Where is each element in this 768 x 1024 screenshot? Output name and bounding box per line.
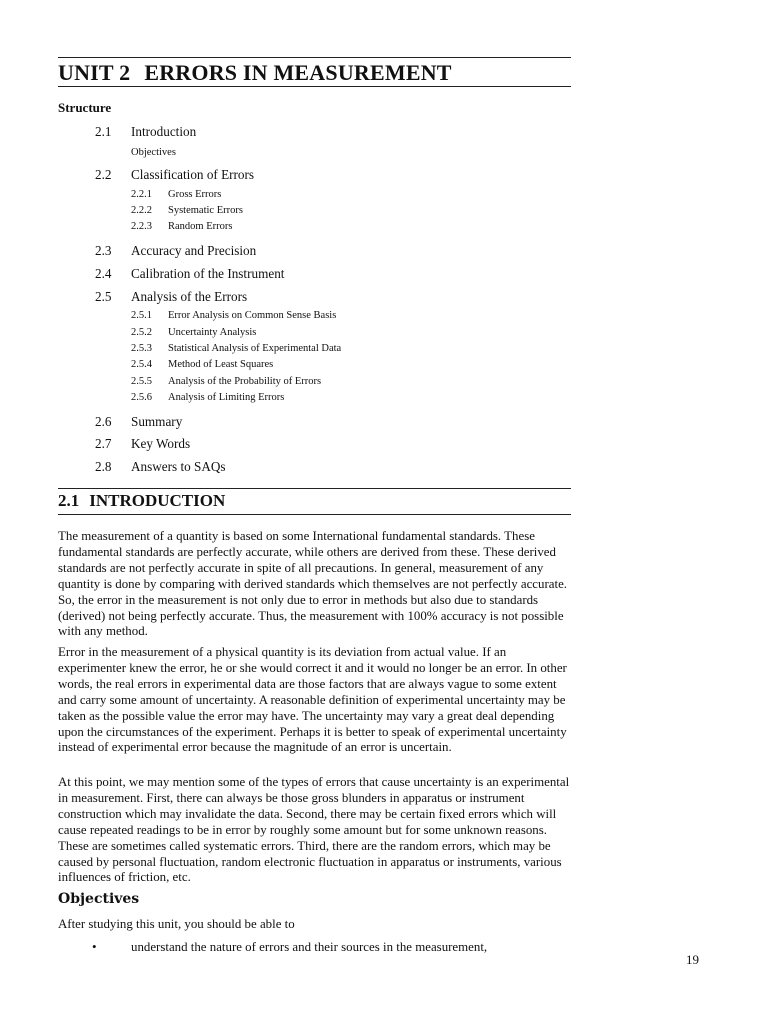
bullet-icon: • — [92, 939, 97, 954]
toc-item-number: 2.6 — [95, 414, 112, 429]
toc-subitem-label: Random Errors — [168, 221, 233, 232]
toc-subitem-label: Error Analysis on Common Sense Basis — [168, 310, 337, 321]
objectives-intro: After studying this unit, you should be able to — [58, 917, 295, 931]
unit-title — [58, 60, 452, 86]
toc-item-label: Introduction — [131, 124, 197, 139]
toc-subitem-number: 2.5.1 — [131, 310, 152, 321]
toc-item-number: 2.8 — [95, 459, 112, 474]
toc-item-label: Key Words — [131, 436, 191, 451]
toc-item-number: 2.2 — [95, 167, 112, 182]
toc-item-label: Analysis of the Errors — [131, 289, 248, 304]
toc-subitem-number: 2.5.2 — [131, 327, 152, 338]
toc-subitem-number: 2.2.2 — [131, 205, 152, 216]
toc-item-number: 2.7 — [95, 436, 112, 451]
unit-title-text: ERRORS IN MEASUREMENT — [144, 60, 452, 85]
toc-subitem-label: Systematic Errors — [168, 205, 243, 216]
toc-item-number: 2.1 — [95, 124, 112, 139]
body-paragraph: The measurement of a quantity is based on some International fundamental standards. These fundamental standards are perfectly accurate, while others are derived from these. These derived standards are not perfectly accurate in spite of all precautions. In general, measurement of any quantity is done by comparing with derived standards which themselves are not perfectly accurate. So, the error in the measurement is not only due to error in methods but also due to standards (derived) not being perfectly accurate. Thus, the measurement with 100% accuracy is not possible with any method. — [58, 529, 568, 639]
toc-item-label: Accuracy and Precision — [131, 243, 257, 258]
toc-item-number: 2.3 — [95, 243, 112, 258]
top-rule — [58, 57, 571, 58]
toc-subitem-number: 2.5.6 — [131, 392, 152, 403]
unit-number: UNIT 2 — [58, 60, 131, 85]
body-paragraph: Error in the measurement of a physical quantity is its deviation from actual value. If an experimenter knew the error, he or she would correct it and it would no longer be an error. In other words, the real errors in experimental data are those factors that are always vague to some extent and carry some amount of uncertainty. A reasonable definition of experimental uncertainty may be taken as the possible value the error may have. The uncertainty may vary a great deal depending upon the circumstances of the experiment. Perhaps it is better to speak of experimental uncertainty instead of experimental error because the magnitude of an error is uncertain. — [58, 645, 567, 755]
toc-subitem-label: Analysis of Limiting Errors — [168, 392, 285, 403]
toc-item-label: Summary — [131, 414, 183, 429]
toc-subitem-label: Uncertainty Analysis — [168, 327, 257, 338]
list-item-text: understand the nature of errors and their sources in the measurement, — [131, 940, 488, 954]
structure-label: Structure — [58, 100, 112, 115]
title-underline — [58, 86, 571, 87]
section-title — [58, 491, 225, 511]
toc-item-number: 2.5 — [95, 289, 112, 304]
section-underline — [58, 514, 571, 515]
toc-item-label: Answers to SAQs — [131, 459, 226, 474]
body-paragraph: At this point, we may mention some of the types of errors that cause uncertainty is an experimental in measurement. First, there can always be those gross blunders in apparatus or instrument construction which may invalidate the data. Second, there may be certain fixed errors which will cause repeated readings to be in error by roughly some amount but for some unknown reasons. These are sometimes called systematic errors. Third, there are the random errors, which may be caused by personal fluctuation, random electronic fluctuation in apparatus or instruments, various influences of friction, etc. — [58, 775, 570, 885]
objectives-heading: Objectives — [58, 891, 140, 907]
toc-item-note: Objectives — [131, 147, 176, 158]
toc-subitem-number: 2.5.4 — [131, 359, 152, 370]
toc-subitem-number: 2.5.3 — [131, 343, 152, 354]
toc-subitem-number: 2.5.5 — [131, 376, 152, 387]
toc-subitem-label: Gross Errors — [168, 189, 222, 200]
toc-subitem-number: 2.2.3 — [131, 221, 152, 232]
section-top-rule — [58, 488, 571, 489]
toc-subitem-label: Method of Least Squares — [168, 359, 274, 370]
toc-item-label: Classification of Errors — [131, 167, 255, 182]
toc-item-number: 2.4 — [95, 266, 112, 281]
section-number: 2.1 — [58, 491, 80, 510]
toc-subitem-number: 2.2.1 — [131, 189, 152, 200]
toc-item-label: Calibration of the Instrument — [131, 266, 285, 281]
toc-subitem-label: Statistical Analysis of Experimental Data — [168, 343, 342, 354]
page-number: 19 — [686, 952, 699, 967]
toc-subitem-label: Analysis of the Probability of Errors — [168, 376, 322, 387]
section-title-text: INTRODUCTION — [89, 491, 226, 510]
